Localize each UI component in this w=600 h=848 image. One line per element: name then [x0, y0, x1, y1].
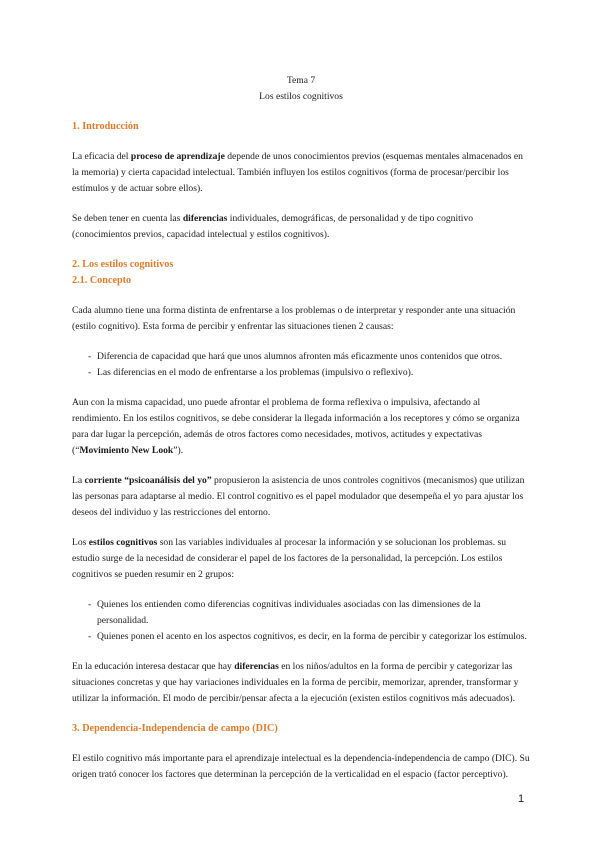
page-number: 1 [518, 793, 525, 805]
page-title: Los estilos cognitivos [259, 91, 343, 102]
bold-term: diferencias [234, 661, 279, 672]
list-item: - Quienes ponen el acento en los aspectos cognitivos, es decir, en la forma de percibir y categorizar los estímulos. [72, 629, 530, 645]
concept-paragraph-2: Aun con la misma capacidad, uno puede afrontar el problema de forma reflexiva o impulsiva, afectando al rendimiento. En los estilos cognitivos, se debe considerar la llegada información a los receptores y cómo se organiza para dar lugar la percepción, además de otros factores como necesidades, motivos, actitudes y expectativas (“Movimiento New Look”). [72, 397, 520, 456]
causes-list [72, 349, 530, 381]
bold-term: Movimiento New Look [79, 445, 174, 456]
concept-paragraph-4: Los estilos cognitivos son las variables individuales al procesar la información y se solucionan los problemas. su estudio surge de la necesidad de considerar el papel de los factores de la personalidad, la percepción. Los estilos cognitivos se pueden resumir en 2 grupos: [72, 537, 507, 580]
section-1-heading: 1. Introducción [72, 121, 139, 132]
groups-list [72, 597, 530, 645]
list-item: - Quienes los entienden como diferencias cognitivas individuales asociadas con las dimensiones de la personalidad. [72, 597, 530, 629]
intro-paragraph-2: Se deben tener en cuenta las diferencias individuales, demográficas, de personalidad y de tipo cognitivo (conocimientos previos, capacidad intelectual y estilos cognitivos). [72, 213, 474, 240]
bold-term: diferencias [182, 213, 228, 224]
concept-paragraph-5: En la educación interesa destacar que hay diferencias en los niños/adultos en la forma de percibir y categorizar las situaciones concretas y que hay variaciones individuales en la forma de percibir, memorizar, aprender, transformar y utilizar la información. El modo de percibir/pensar afecta a la ejecución (existen estilos cognitivos más adecuados). [72, 661, 519, 704]
concept-paragraph-3: La corriente “psicoanálisis del yo” propusieron la asistencia de unos controles cognitivos (mecanismos) que utilizan las personas para adaptarse al medio. El control cognitivo es el papel modulador que desempeña el yo para ajustar los deseos del individuo y las restricciones del entorno. [72, 475, 525, 518]
page-content [72, 73, 530, 783]
section-2-1-heading: 2.1. Concepto [72, 275, 132, 286]
concept-paragraph-1: Cada alumno tiene una forma distinta de enfrentarse a los problemas o de interpretar y responder ante una situación (estilo cognitivo). Esta forma de percibir y enfrentar las situaciones tienen 2 causas: [72, 305, 516, 332]
dic-paragraph-1: El estilo cognitivo más importante para el aprendizaje intelectual es la dependencia-independencia de campo (DIC). Su origen trató conocer los factores que determinan la percepción de la verticalidad en el espacio (factor perceptivo). [72, 753, 530, 780]
bold-term: corriente “psicoanálisis del yo” [84, 475, 212, 486]
intro-paragraph-1: La eficacia del proceso de aprendizaje depende de unos conocimientos previos (esquemas mentales almacenados en la memoria) y cierta capacidad intelectual. También influyen los estilos cognitivos (forma de procesar/percibir los estímulos y de actuar sobre ellos). [72, 151, 523, 194]
list-item: - Diferencia de capacidad que hará que unos alumnos afronten más eficazmente unos contenidos que otros. [72, 349, 530, 365]
topic-number: Tema 7 [286, 75, 316, 86]
section-3-heading: 3. Dependencia-Independencia de campo (DIC) [72, 723, 278, 734]
bold-term: proceso de aprendizaje [130, 151, 225, 162]
section-2-heading: 2. Los estilos cognitivos [72, 259, 174, 270]
list-item: - Las diferencias en el modo de enfrentarse a los problemas (impulsivo o reflexivo). [72, 365, 530, 381]
bold-term: estilos cognitivos [88, 537, 158, 548]
